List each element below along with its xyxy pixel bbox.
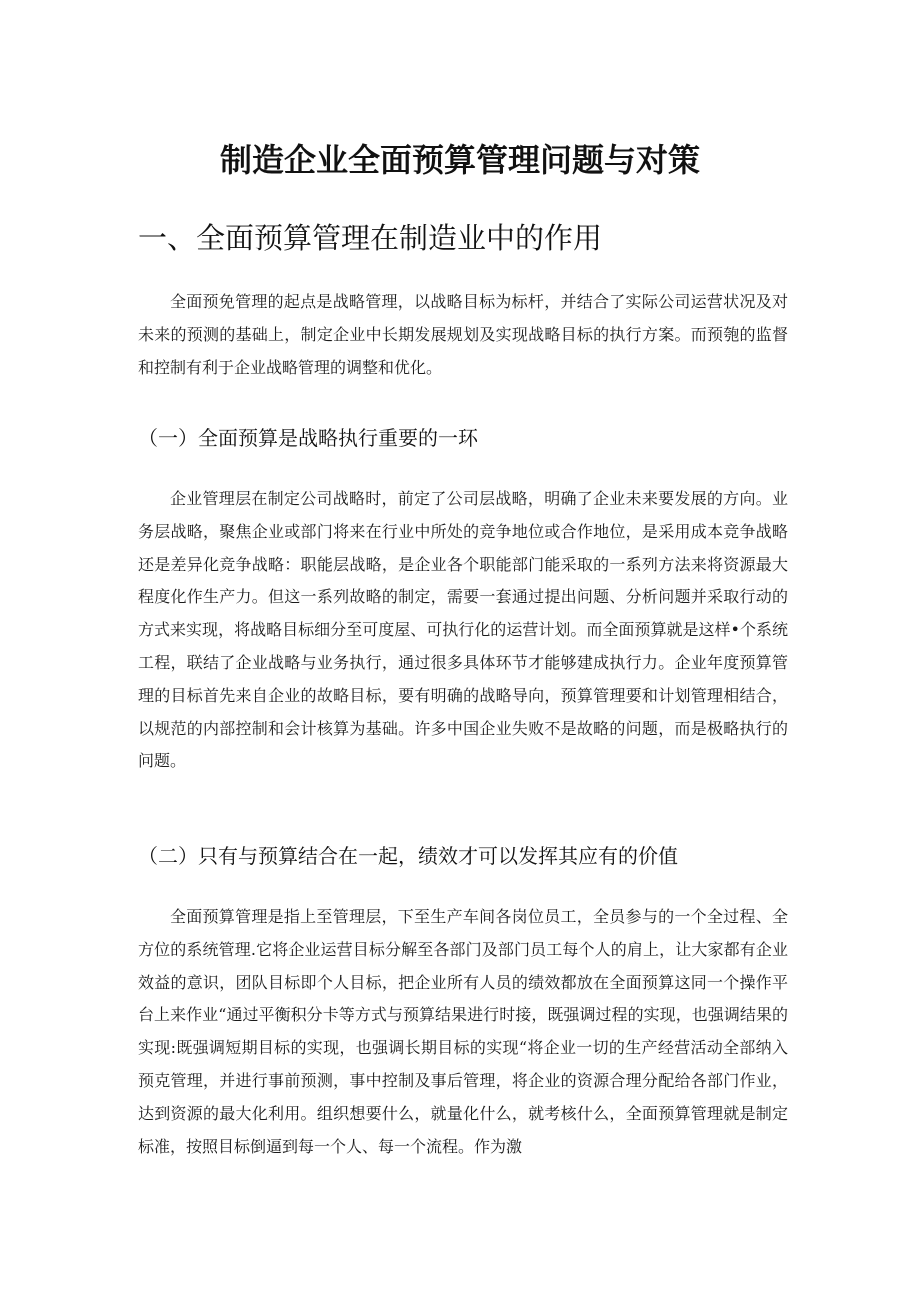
section-heading: 一、全面预算管理在制造业中的作用	[138, 221, 603, 255]
document-title: 制造企业全面预算管理问题与对策	[219, 141, 700, 179]
subsection-heading-1: （一）全面预算是战略执行重要的一环	[138, 426, 478, 450]
subsection-heading-2: （二）只有与预算结合在一起，绩效才可以发挥其应有的价值	[138, 844, 678, 868]
subsection-paragraph-1: 企业管理层在制定公司战略时，前定了公司层战略，明确了企业未来要发展的方向。业务层战略，聚焦企业或部门将来在行业中所处的竞争地位或合作地位，是采用成本竞争战略还是差异化竞争战略：职能层战略，是企业各个职能部门能采取的一系列方法来将资源最大程度化作生产力。但这一系列故略的制定，需要一套通过提出问题、分析问题并采取行动的方式来实现，将战略目标细分至可度屋、可执行化的运营计划。而全面预算就是这样•个系统工程，联结了企业战略与业务执行，通过很多具体环节才能够建成执行力。企业年度预算管理的目标首先来自企业的故略目标，要有明确的战略导向，预算管理要和计划管理相结合，以规范的内部控制和会计核算为基础。许多中国企业失败不是故略的问题，而是极略执行的问题。	[138, 489, 788, 771]
subsection-paragraph-2: 全面预算管理是指上至管理层，下至生产车间各岗位员工，全员参与的一个全过程、全方位的系统管理.它将企业运营目标分解至各部门及部门员工每个人的肩上，让大家都有企业效益的意识，团队目标即个人目标，把企业所有人员的绩效都放在全面预算这同一个操作平台上来作业“通过平衡积分卡等方式与预算结果进行时接，既强调过程的实现，也强调结果的实现:既强调短期目标的实现，也强调长期目标的实现“将企业一切的生产经营活动全部纳入预克管理，并进行事前预测，事中控制及事后管理，将企业的资源合理分配给各部门作业，达到资源的最大化利用。组织想要什么，就量化什么，就考核什么，全面预算管理就是制定标准，按照目标倒逼到每一个人、每一个流程。作为激	[138, 907, 788, 1156]
intro-paragraph: 全面预免管理的起点是战略管理，以战略目标为标杆，并结合了实际公司运营状况及对未来的预测的基础上，制定企业中长期发展规划及实现战略目标的执行方案。而预匏的监督和控制有利于企业战略管理的调整和优化。	[138, 292, 788, 377]
